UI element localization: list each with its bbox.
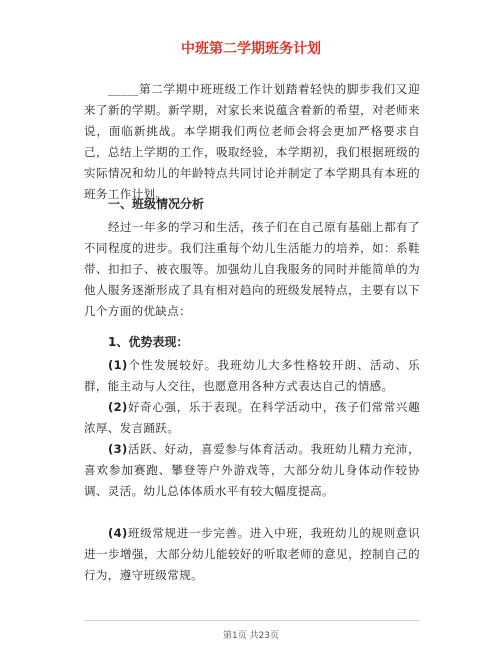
item-text: 好奇心强，乐于表现。在科学活动中，孩子们常常兴趣浓厚、发言踊跃。 (84, 400, 420, 435)
page-footer: 第1页 共23页 (222, 631, 280, 641)
section-heading-situation: 一、班级情况分析 (108, 197, 205, 211)
advantage-item-1 (84, 355, 420, 397)
item-text: 个性发展较好。我班幼儿大多性格较开朗、活动、乐群，能主动与人交往，也愿意用各种方式表达自己的情感。 (84, 358, 420, 393)
item-number: (3) (108, 442, 128, 456)
item-number: (4) (108, 526, 128, 540)
item-text: 班级常规进一步完善。进入中班，我班幼儿的规则意识进一步增强，大部分幼儿能较好的听取老师的意见，控制自己的行为，遵守班级常规。 (84, 526, 420, 582)
advantage-item-2 (84, 397, 420, 439)
item-number: (2) (108, 400, 128, 414)
situation-paragraph: 经过一年多的学习和生活，孩子们在自己原有基础上都有了不同程度的进步。我们注重每个幼儿生活能力的培养，如：系鞋带、扣扣子、被衣服等。加强幼儿自我服务的同时并能简单的为他人服务逐渐形成了具有相对趋向的班级发展特点，主要有以下几个方面的优缺点： (84, 220, 420, 318)
item-number: (1) (108, 358, 128, 372)
advantage-item-3 (84, 439, 420, 502)
item-text: 活跃、好动，喜爱参与体育活动。我班幼儿精力充沛，喜欢参加赛跑、攀登等户外游戏等，大部分幼儿身体动作较协调、灵活。幼儿总体体质水平有较大幅度提高。 (84, 442, 420, 498)
footer-divider (84, 620, 420, 621)
advantage-item-4 (84, 523, 420, 586)
subheading-advantages: 1、优势表现： (108, 335, 189, 349)
page-title: 中班第二学期班务计划 (181, 41, 321, 57)
intro-paragraph: _____第二学期中班班级工作计划踏着轻快的脚步我们又迎来了新的学期。新学期，对家长来说蕴含着新的希望，对老师来说，面临新挑战。本学期我们两位老师会将会更加严格要求自己，总结上学期的工作，吸取经验，本学期初，我们根据班级的实际情况和幼儿的年龄特点共同讨论并制定了本学期具有本班的班务工作计划。 (84, 82, 420, 201)
